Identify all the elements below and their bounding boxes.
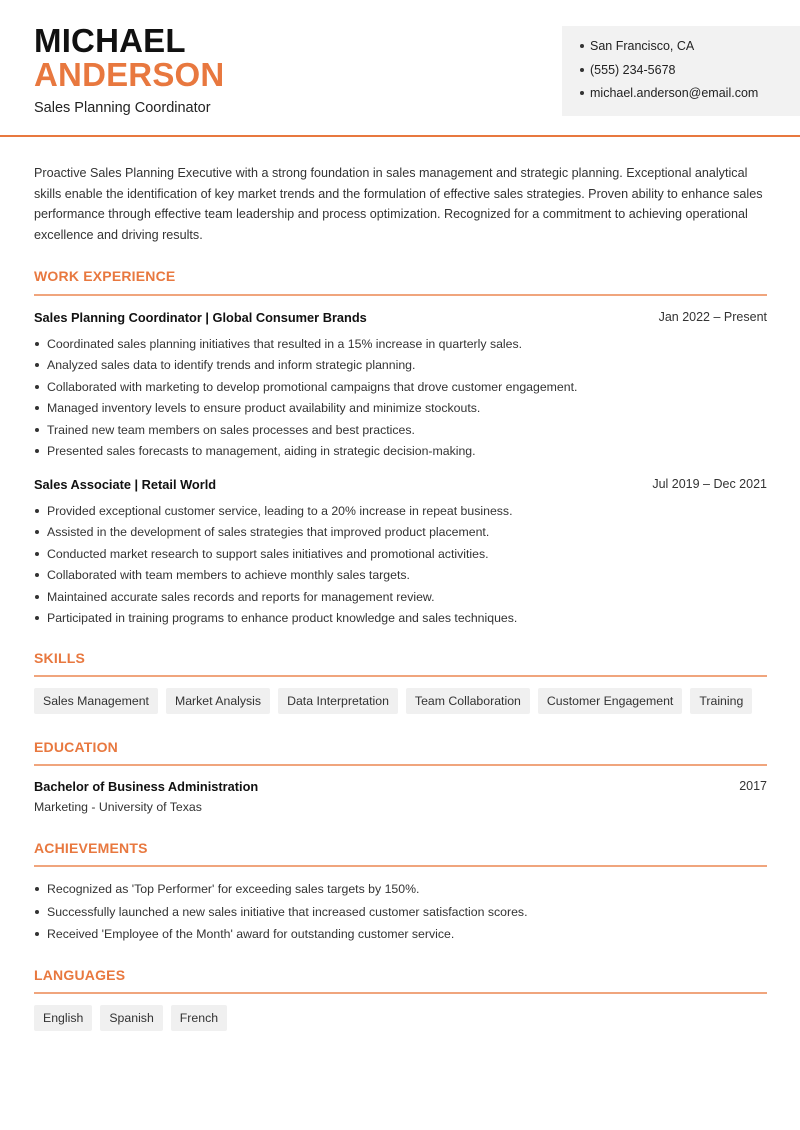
work-date: Jul 2019 – Dec 2021: [652, 477, 767, 491]
work-date: Jan 2022 – Present: [658, 310, 767, 324]
contact-location: San Francisco, CA: [580, 38, 758, 62]
section-title-languages: LANGUAGES: [34, 967, 126, 983]
education-year: 2017: [739, 779, 767, 793]
list-item: Presented sales forecasts to management, aiding in strategic decision-making.: [34, 443, 577, 464]
work-role: Sales Associate | Retail World: [34, 477, 217, 492]
work-bullets: [34, 503, 517, 631]
skill-tag: Sales Management: [34, 688, 158, 714]
contact-phone: (555) 234-5678: [580, 62, 758, 86]
list-item: Trained new team members on sales processes and best practices.: [34, 422, 577, 443]
section-title-work: WORK EXPERIENCE: [34, 268, 176, 284]
work-entry-header: [34, 477, 767, 492]
list-item: Recognized as 'Top Performer' for exceeding sales targets by 150%.: [34, 881, 528, 904]
summary-text: Proactive Sales Planning Executive with a strong foundation in sales management and strategic planning. Exceptional analytical skills enable the identification of key market trends and the formulation of effective sales strategies. Proven ability to enhance sales performance through effective team leadership and process optimization. Recognized for a commitment to achieving operational excellence and driving results.: [34, 166, 763, 243]
list-item: Provided exceptional customer service, leading to a 20% increase in repeat business.: [34, 503, 517, 524]
list-item: Successfully launched a new sales initiative that increased customer satisfaction scores.: [34, 904, 528, 927]
section-divider: [34, 992, 767, 994]
section-title-education: EDUCATION: [34, 739, 118, 755]
contact-list: [580, 38, 758, 109]
education-degree: Bachelor of Business Administration: [34, 779, 259, 794]
languages-tags: [34, 1005, 227, 1031]
section-title-skills: SKILLS: [34, 650, 85, 666]
work-entry-header: [34, 310, 767, 325]
resume-header: [0, 0, 800, 137]
last-name: ANDERSON: [34, 56, 225, 93]
section-divider: [34, 764, 767, 766]
list-item: Received 'Employee of the Month' award for outstanding customer service.: [34, 926, 528, 949]
job-title: Sales Planning Coordinator: [34, 100, 211, 116]
section-divider: [34, 294, 767, 296]
skills-tags: [34, 688, 752, 714]
language-tag: French: [171, 1005, 227, 1031]
skill-tag: Customer Engagement: [538, 688, 682, 714]
work-role: Sales Planning Coordinator | Global Consumer Brands: [34, 310, 367, 325]
skill-tag: Market Analysis: [166, 688, 270, 714]
language-tag: Spanish: [100, 1005, 162, 1031]
section-divider: [34, 675, 767, 677]
list-item: Conducted market research to support sales initiatives and promotional activities.: [34, 546, 517, 567]
work-bullets: [34, 336, 577, 464]
list-item: Collaborated with team members to achieve monthly sales targets.: [34, 567, 517, 588]
skill-tag: Team Collaboration: [406, 688, 530, 714]
list-item: Participated in training programs to enhance product knowledge and sales techniques.: [34, 610, 517, 631]
contact-box: [562, 26, 800, 116]
language-tag: English: [34, 1005, 92, 1031]
contact-email[interactable]: michael.anderson@email.com: [580, 85, 758, 109]
list-item: Assisted in the development of sales strategies that improved product placement.: [34, 524, 517, 545]
skill-tag: Data Interpretation: [278, 688, 398, 714]
achievements-list: [34, 881, 528, 949]
list-item: Managed inventory levels to ensure product availability and minimize stockouts.: [34, 400, 577, 421]
section-divider: [34, 865, 767, 867]
list-item: Collaborated with marketing to develop promotional campaigns that drove customer engagement.: [34, 379, 577, 400]
section-title-achievements: ACHIEVEMENTS: [34, 840, 148, 856]
first-name: MICHAEL: [34, 22, 186, 59]
skill-tag: Training: [690, 688, 752, 714]
list-item: Coordinated sales planning initiatives that resulted in a 15% increase in quarterly sales.: [34, 336, 577, 357]
list-item: Analyzed sales data to identify trends and inform strategic planning.: [34, 357, 577, 378]
list-item: Maintained accurate sales records and reports for management review.: [34, 589, 517, 610]
education-detail: Marketing - University of Texas: [34, 800, 202, 814]
